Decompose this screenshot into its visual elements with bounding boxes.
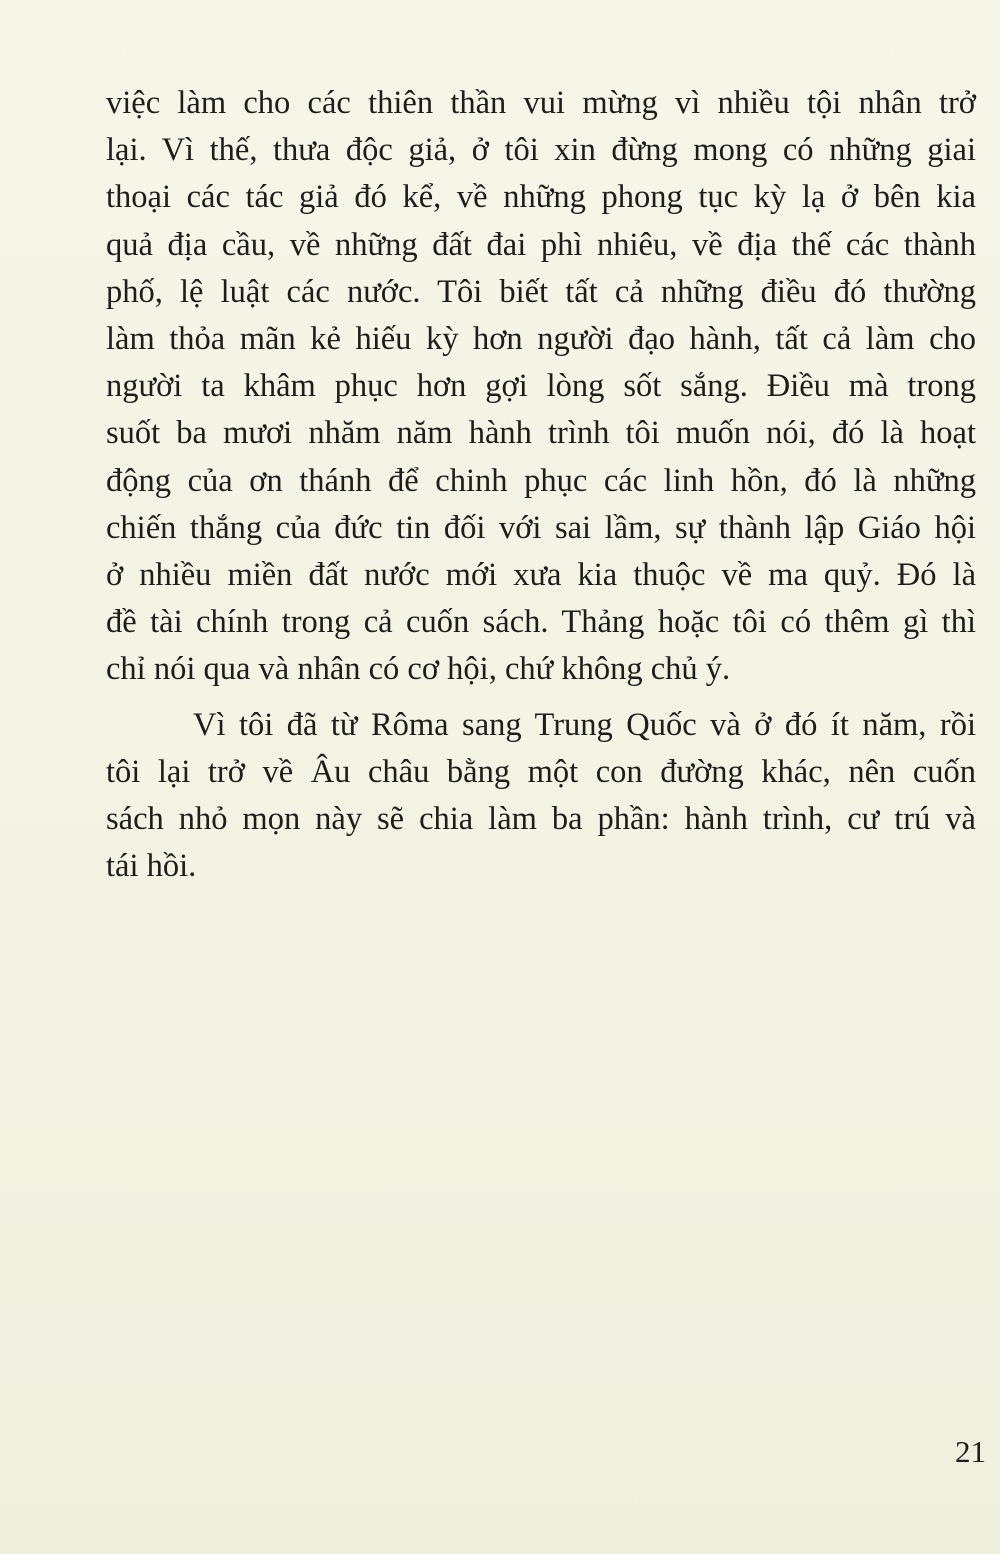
text-line: suốt ba mươi nhăm năm hành trình tôi muốn nói, đó là hoạt [106,415,976,452]
text-line: Vì tôi đã từ Rôma sang Trung Quốc và ở đó ít năm, rồi [193,706,976,743]
text-line: phố, lệ luật các nước. Tôi biết tất cả những điều đó thường [106,273,976,310]
paragraph-2 [106,702,976,891]
text-line: chỉ nói qua và nhân có cơ hội, chứ không chủ ý. [106,651,731,688]
paragraph-1 [106,80,976,694]
text-line: lại. Vì thế, thưa độc giả, ở tôi xin đừng mong có những giai [106,132,976,169]
text-line: việc làm cho các thiên thần vui mừng vì nhiều tội nhân trở [106,85,976,121]
body-text [106,80,976,890]
page-number: 21 [955,1434,986,1469]
text-line: động của ơn thánh để chinh phục các linh hồn, đó là những [106,462,976,499]
text-line: tôi lại trở về Âu châu bằng một con đường khác, nên cuốn [106,753,976,790]
text-line: tái hồi. [106,848,197,885]
text-line: người ta khâm phục hơn gợi lòng sốt sắng. Điều mà trong [106,368,976,405]
text-line: quả địa cầu, về những đất đai phì nhiêu, về địa thế các thành [106,226,976,263]
text-line: thoại các tác giả đó kể, về những phong tục kỳ lạ ở bên kia [106,179,976,216]
text-line: làm thỏa mãn kẻ hiếu kỳ hơn người đạo hành, tất cả làm cho [106,321,976,358]
text-line: đề tài chính trong cả cuốn sách. Thảng hoặc tôi có thêm gì thì [106,604,976,641]
text-line: chiến thắng của đức tin đối với sai lầm, sự thành lập Giáo hội [106,509,976,546]
text-line: sách nhỏ mọn này sẽ chia làm ba phần: hành trình, cư trú và [106,801,976,838]
text-line: ở nhiều miền đất nước mới xưa kia thuộc về ma quỷ. Đó là [106,557,976,594]
